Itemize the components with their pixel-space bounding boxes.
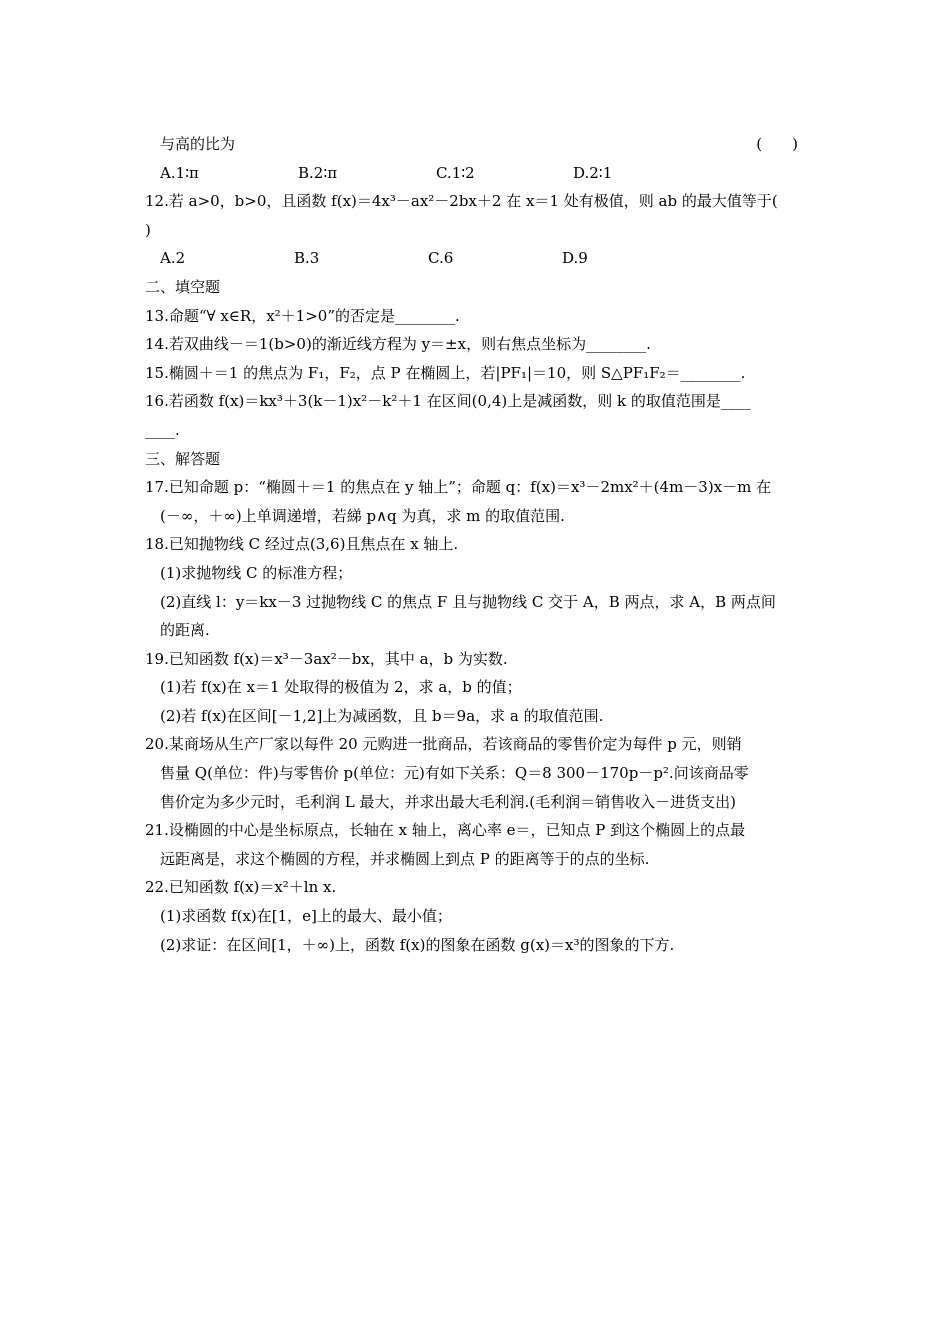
q11-options	[145, 159, 810, 188]
q12-line-2: )	[145, 220, 151, 239]
q21-line-1: 21.设椭圆的中心是坐标原点，长轴在 x 轴上，离心率 e＝，已知点 P 到这个椭圆上的点最	[145, 821, 746, 840]
q18-part-2-line-2: 的距离.	[160, 621, 210, 640]
q12-options	[145, 244, 810, 273]
q18-part-2-line-1: (2)直线 l：y＝kx－3 过抛物线 C 的焦点 F 且与抛物线 C 交于 A，B 两点，求 A，B 两点间	[160, 592, 776, 611]
q11-option-a: A.1∶π	[160, 163, 199, 182]
q18-stem: 18.已知抛物线 C 经过点(3,6)且焦点在 x 轴上.	[145, 535, 459, 554]
q19-part-2: (2)若 f(x)在区间[－1,2]上为减函数，且 b＝9a，求 a 的取值范围.	[160, 706, 604, 725]
q22-stem: 22.已知函数 f(x)＝x²＋ln x.	[145, 878, 337, 897]
q19-stem: 19.已知函数 f(x)＝x³－3ax²－bx，其中 a，b 为实数.	[145, 649, 508, 668]
exam-page	[145, 130, 810, 959]
q11-option-d: D.2∶1	[573, 163, 613, 182]
q11-option-b: B.2∶π	[298, 163, 338, 182]
q17-line-2: (－∞，＋∞)上单调递增，若綈 p∧q 为真，求 m 的取值范围.	[160, 506, 565, 525]
section-fill-in-heading: 二、填空题	[145, 277, 221, 296]
q13-line: 13.命题“∀ x∈R，x²＋1>0”的否定是________.	[145, 306, 460, 325]
section-solve-heading: 三、解答题	[145, 449, 221, 468]
q12-option-b: B.3	[294, 249, 320, 268]
q12-option-d: D.9	[562, 249, 588, 268]
q12-line-1: 12.若 a>0，b>0，且函数 f(x)＝4x³－ax²－2bx＋2 在 x＝1 处有极值，则 ab 的最大值等于(	[145, 192, 778, 211]
q11-option-c: C.1∶2	[436, 163, 475, 182]
q22-part-1: (1)求函数 f(x)在[1，e]上的最大、最小值；	[160, 907, 452, 926]
q20-line-2: 售量 Q(单位：件)与零售价 p(单位：元)有如下关系：Q＝8 300－170p－p².问该商品零	[160, 764, 749, 783]
q11-tail-line	[145, 130, 810, 159]
q17-line-1: 17.已知命题 p：“椭圆＋＝1 的焦点在 y 轴上”；命题 q：f(x)＝x³－2mx²＋(4m－3)x－m 在	[145, 478, 772, 497]
q22-part-2: (2)求证：在区间[1，＋∞)上，函数 f(x)的图象在函数 g(x)＝x³的图象的下方.	[160, 935, 675, 954]
q16-line-2: ____.	[145, 420, 180, 439]
q20-line-3: 售价定为多少元时，毛利润 L 最大，并求出最大毛利润.(毛利润＝销售收入－进货支出)	[160, 792, 736, 811]
q16-line-1: 16.若函数 f(x)＝kx³＋3(k－1)x²－k²＋1 在区间(0,4)上是减函数，则 k 的取值范围是____	[145, 392, 751, 411]
q19-part-1: (1)若 f(x)在 x＝1 处取得的极值为 2，求 a，b 的值；	[160, 678, 522, 697]
q11-tail-text: 与高的比为	[160, 135, 236, 153]
q12-option-c: C.6	[428, 249, 454, 268]
q15-line: 15.椭圆＋＝1 的焦点为 F₁，F₂，点 P 在椭圆上，若|PF₁|＝10，则 S△PF₁F₂＝________.	[145, 363, 746, 382]
q11-answer-bracket: ( )	[756, 135, 798, 153]
q18-part-1: (1)求抛物线 C 的标准方程；	[160, 563, 353, 582]
q14-line: 14.若双曲线－＝1(b>0)的渐近线方程为 y＝±x，则右焦点坐标为________.	[145, 335, 651, 354]
q21-line-2: 远距离是，求这个椭圆的方程，并求椭圆上到点 P 的距离等于的点的坐标.	[160, 849, 650, 868]
q12-option-a: A.2	[160, 249, 186, 268]
q20-line-1: 20.某商场从生产厂家以每件 20 元购进一批商品，若该商品的零售价定为每件 p 元，则销	[145, 735, 742, 754]
